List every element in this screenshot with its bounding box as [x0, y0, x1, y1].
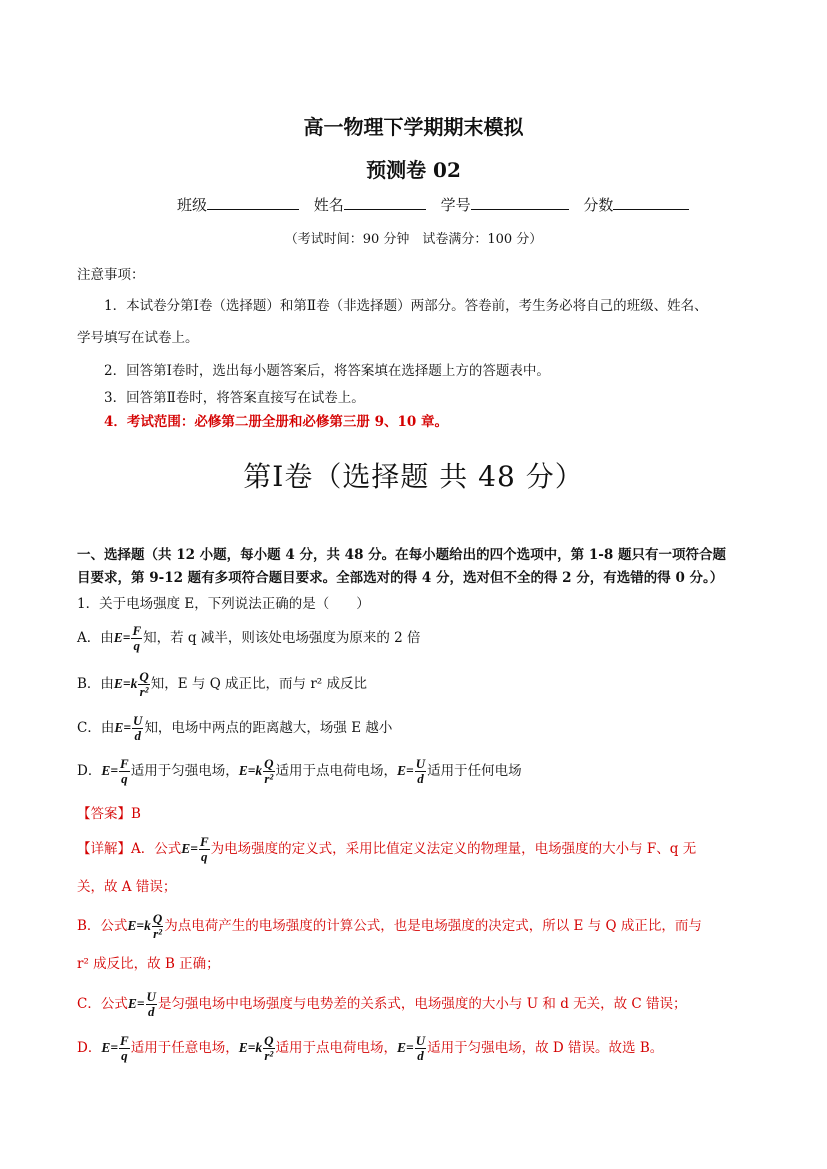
explanation-d-text-3: 适用于匀强电场，故 D 错误。故选 B。 [427, 1040, 664, 1056]
fraction-u-over-d: $\frac{U}{d}$ [146, 989, 156, 1019]
option-a [77, 624, 421, 653]
fraction-f-over-q: $\frac{F}{q}$ [120, 1033, 129, 1063]
question-stem: 1．关于电场强度 E，下列说法正确的是（ ） [77, 596, 370, 612]
option-c [77, 714, 392, 743]
formula-e: E= [101, 1040, 119, 1055]
fraction-u-over-d: $\frac{U}{d}$ [415, 756, 426, 786]
formula-e: E= [397, 763, 414, 778]
option-b-text: 知，E 与 Q 成正比，而与 r² 成反比 [150, 676, 368, 692]
explanation-c-label: C．公式 [77, 996, 128, 1012]
option-d [77, 757, 522, 786]
field-label-id: 学号 [440, 196, 471, 214]
formula-ek: E=k [113, 676, 138, 691]
formula-e: E= [397, 1040, 414, 1055]
formula-e: E= [181, 841, 198, 856]
fraction-q-over-r2: $\frac{Q}{\text{r²}}$ [264, 1033, 274, 1063]
section-instructions-2: 目要求，第 9-12 题有多项符合题目要求。全部选对的得 4 分，选对但不全的得 2 分，有选错的得 0 分。） [77, 570, 724, 586]
formula-ek: E=k [127, 918, 151, 933]
explanation-b-cont: r² 成反比，故 B 正确； [77, 956, 220, 972]
formula-e: E= [114, 720, 132, 735]
option-d-text-3: 适用于任何电场 [427, 763, 522, 779]
fraction-f-over-q: $\frac{F}{q}$ [120, 756, 129, 786]
formula-ek: E=k [238, 1040, 263, 1055]
page-subtitle: 预测卷 02 [366, 158, 461, 182]
student-info-fields [177, 194, 699, 215]
option-a-text: 知，若 q 减半，则该处电场强度为原来的 2 倍 [143, 630, 421, 646]
notice-heading: 注意事项： [77, 267, 145, 283]
option-b-label: B．由 [77, 676, 114, 692]
fraction-f-over-q: $\frac{F}{q}$ [199, 834, 209, 864]
field-class-blank[interactable] [207, 195, 299, 210]
explanation-b-label: B．公式 [77, 918, 128, 934]
option-c-label: C．由 [77, 720, 115, 736]
option-a-label: A．由 [77, 630, 114, 646]
explanation-b-text: 为点电荷产生的电场强度的计算公式，也是电场强度的决定式，所以 E 与 Q 成正比，而与 [164, 918, 702, 934]
explanation-d-label: D． [77, 1040, 102, 1056]
answer: 【答案】B [77, 806, 141, 822]
field-name-blank[interactable] [344, 195, 426, 210]
section-title: 第Ⅰ卷（选择题 共 48 分） [243, 460, 584, 493]
section-instructions-1: 一、选择题（共 12 小题，每小题 4 分，共 48 分。在每小题给出的四个选项中，第 1-8 题只有一项符合题 [77, 547, 726, 563]
option-d-label: D． [77, 763, 102, 779]
notice-item-1-cont: 学号填写在试卷上。 [77, 330, 199, 346]
formula-e: E= [101, 763, 119, 778]
explanation-a-text: 为电场强度的定义式，采用比值定义法定义的物理量，电场强度的大小与 F、q 无 [210, 841, 697, 857]
notice-item-3: 3．回答第Ⅱ卷时，将答案直接写在试卷上。 [104, 390, 365, 406]
field-score-blank[interactable] [613, 195, 689, 210]
formula-ek: E=k [238, 763, 263, 778]
explanation-d-text-2: 适用于点电荷电场， [275, 1040, 398, 1056]
field-id-blank[interactable] [471, 195, 569, 210]
fraction-u-over-d: $\frac{U}{d}$ [415, 1033, 426, 1063]
field-label-score: 分数 [583, 196, 614, 214]
exam-info: （考试时间：90 分钟 试卷满分：100 分） [284, 232, 543, 247]
explanation-d-text-1: 适用于任意电场， [130, 1040, 239, 1056]
formula-e: E= [127, 996, 145, 1011]
explanation-b [77, 912, 702, 941]
explanation-a [77, 835, 696, 864]
option-c-text: 知，电场中两点的距离越大，场强 E 越小 [144, 720, 393, 736]
explanation-label: 【详解】 [77, 841, 131, 857]
fraction-u-over-d: $\frac{U}{d}$ [133, 713, 143, 743]
explanation-c-text: 是匀强电场中电场强度与电势差的关系式，电场强度的大小与 U 和 d 无关，故 C 错误； [157, 996, 687, 1012]
notice-item-2: 2．回答第Ⅰ卷时，选出每小题答案后，将答案填在选择题上方的答题表中。 [104, 363, 550, 379]
fraction-q-over-r2: $\frac{Q}{\text{r²}}$ [264, 756, 274, 786]
explanation-d [77, 1034, 663, 1063]
page-title: 高一物理下学期期末模拟 [303, 115, 524, 139]
explanation-c [77, 990, 687, 1019]
notice-item-4: 4．考试范围：必修第二册全册和必修第三册 9、10 章。 [104, 414, 448, 430]
fraction-f-over-q: $\frac{F}{q}$ [132, 623, 142, 653]
explanation-a-label: A．公式 [131, 841, 182, 857]
option-b [77, 670, 367, 699]
fraction-q-over-r2: $\frac{Q}{\text{r²}}$ [152, 911, 163, 941]
field-label-class: 班级 [177, 196, 208, 214]
fraction-q-over-r2: $\frac{Q}{\text{r²}}$ [139, 669, 149, 699]
explanation-a-cont: 关，故 A 错误； [77, 879, 177, 895]
option-d-text-2: 适用于点电荷电场， [275, 763, 398, 779]
field-label-name: 姓名 [313, 196, 344, 214]
formula-e: E= [113, 630, 131, 645]
option-d-text-1: 适用于匀强电场， [130, 763, 239, 779]
notice-item-1: 1．本试卷分第Ⅰ卷（选择题）和第Ⅱ卷（非选择题）两部分。答卷前，考生务必将自己的班级、姓名、 [104, 298, 708, 314]
